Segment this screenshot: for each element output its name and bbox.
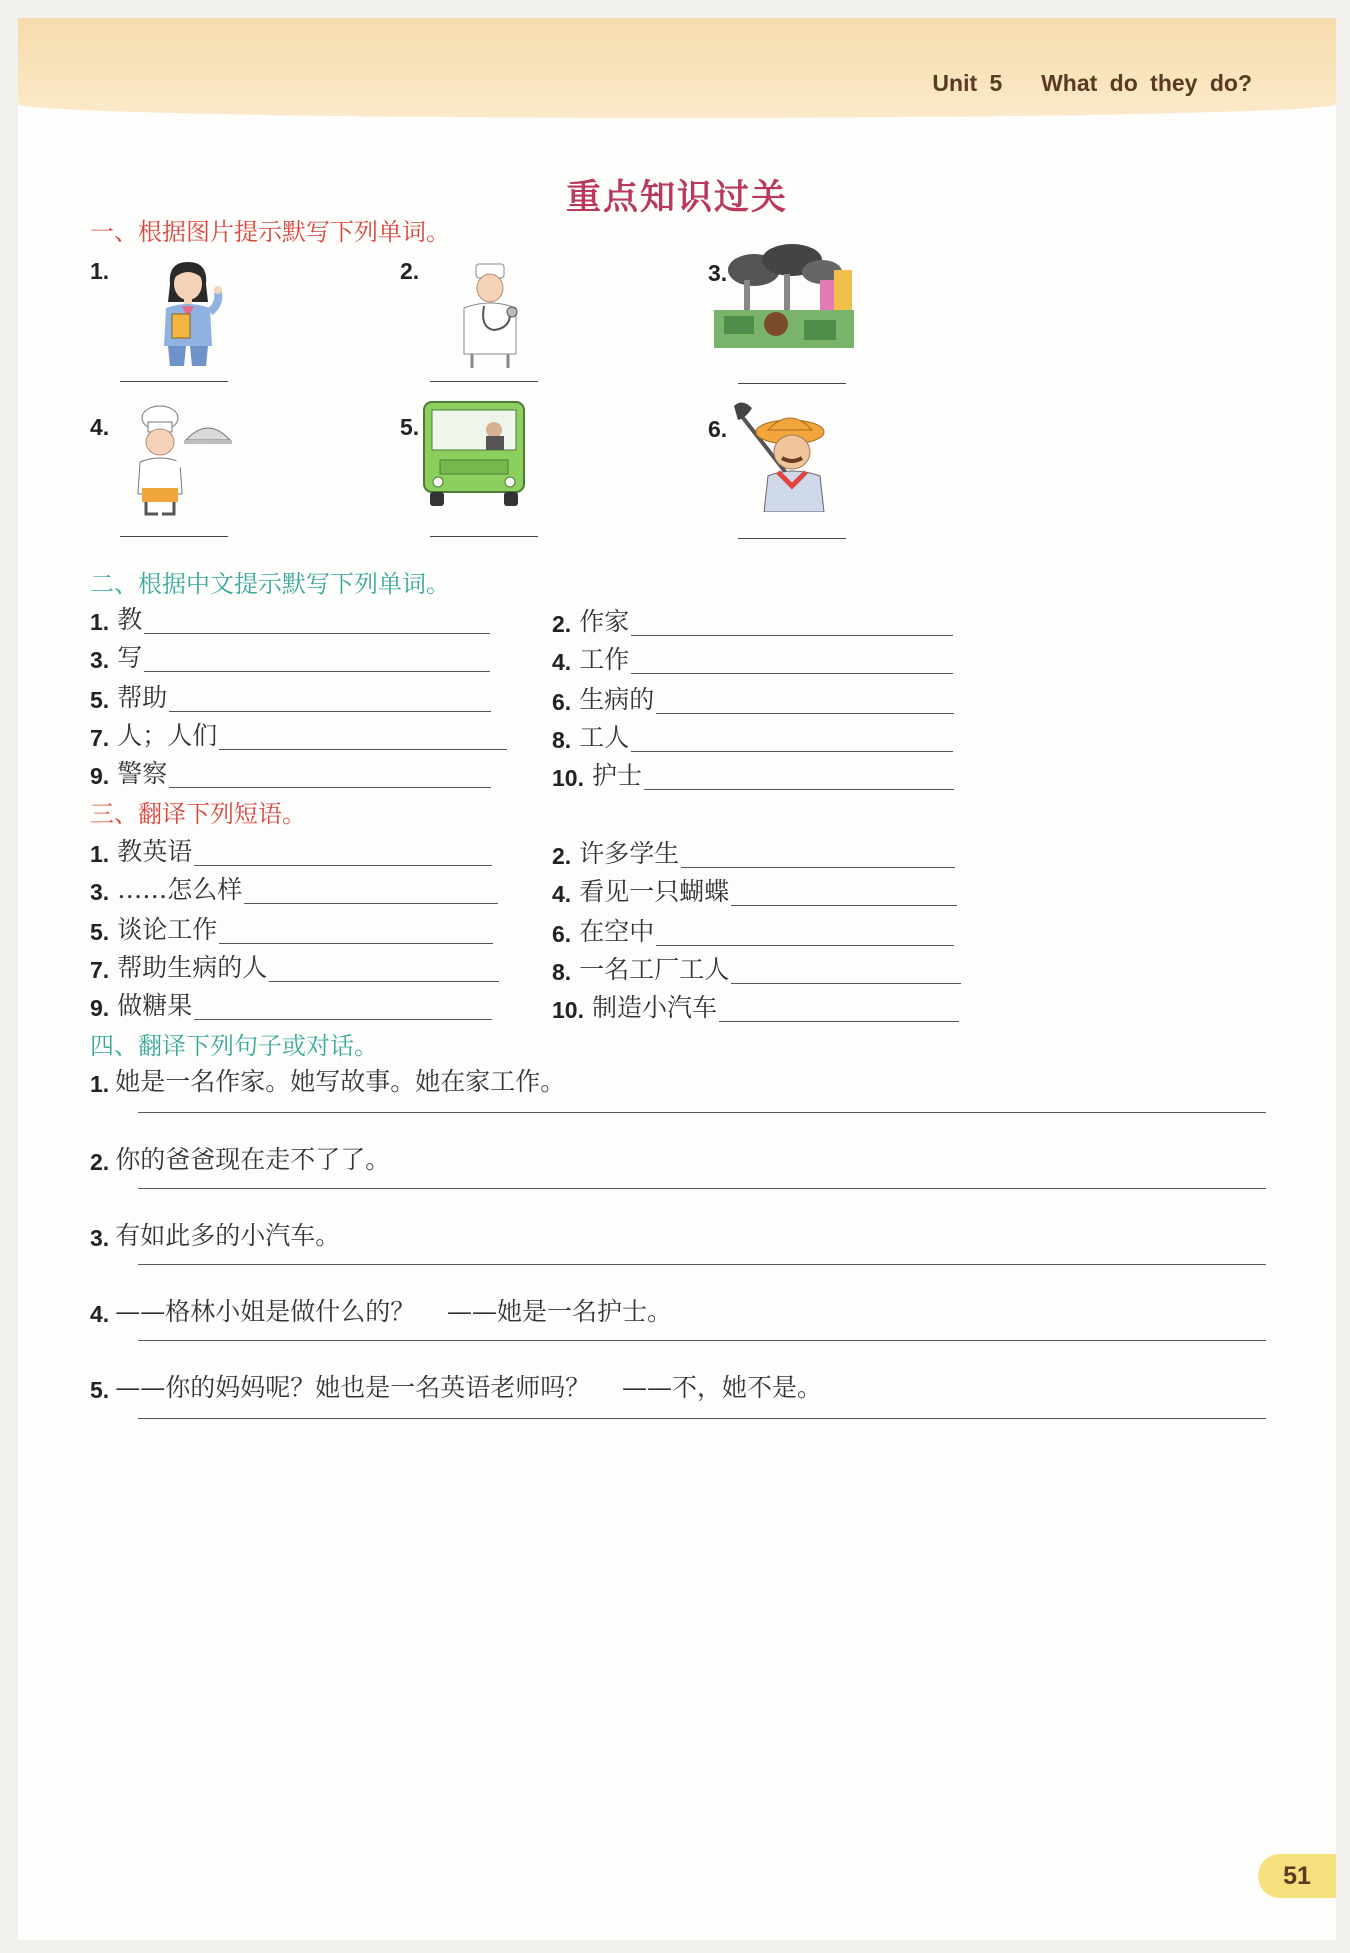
answer-blank[interactable] [719, 1021, 959, 1022]
s2-item-5[interactable]: 5. 帮助 [90, 678, 491, 714]
s4-item-3: 3. 有如此多的小汽车。 [90, 1221, 341, 1251]
s3-item-9[interactable]: 9. 做糖果 [90, 986, 492, 1022]
answer-blank[interactable] [731, 905, 957, 906]
answer-blank[interactable] [169, 787, 491, 788]
pic-item-5-number: 5. [400, 414, 420, 440]
s3-item-10[interactable]: 10. 制造小汽车 [552, 988, 959, 1024]
s2-item-7[interactable]: 7. 人；人们 [90, 716, 507, 752]
answer-blank[interactable] [656, 945, 954, 946]
teacher-icon [148, 258, 228, 370]
s2-item-9[interactable]: 9. 警察 [90, 754, 491, 790]
answer-blank[interactable] [631, 751, 953, 752]
pic-item-2-number: 2. [400, 258, 420, 284]
s3-item-4[interactable]: 4. 看见一只蝴蝶 [552, 872, 957, 908]
pic-item-1-number: 1. [90, 258, 110, 284]
answer-blank[interactable] [144, 671, 490, 672]
s3-item-7[interactable]: 7. 帮助生病的人 [90, 948, 499, 984]
answer-blank[interactable] [169, 711, 491, 712]
s3-item-8[interactable]: 8. 一名工厂工人 [552, 950, 961, 986]
answer-blank[interactable] [194, 1019, 492, 1020]
pic-item-6-number: 6. [708, 416, 728, 442]
s3-item-3[interactable]: 3. ……怎么样 [90, 870, 498, 906]
s2-item-8[interactable]: 8. 工人 [552, 718, 953, 754]
section2-heading: 二、根据中文提示默写下列单词。 [90, 570, 450, 598]
worksheet-page [18, 18, 1336, 1940]
section3-heading: 三、翻译下列短语。 [90, 800, 306, 828]
pic-item-4-number: 4. [90, 414, 110, 440]
s2-item-2[interactable]: 2. 作家 [552, 602, 953, 638]
s3-item-5[interactable]: 5. 谈论工作 [90, 910, 493, 946]
s4-answer-line-3[interactable] [138, 1264, 1266, 1265]
unit-header [932, 70, 1252, 97]
pic-answer-line-3[interactable] [738, 383, 846, 384]
answer-blank[interactable] [631, 673, 953, 674]
section4-heading: 四、翻译下列句子或对话。 [90, 1032, 378, 1060]
unit-title-text: What do they do? [1041, 70, 1252, 96]
page-number: 51 [1258, 1854, 1336, 1898]
s4-item-2: 2. 你的爸爸现在走不了了。 [90, 1145, 391, 1175]
answer-blank[interactable] [731, 983, 961, 984]
s4-answer-line-1[interactable] [138, 1112, 1266, 1113]
doctor-icon [450, 258, 530, 370]
cook-icon [128, 402, 232, 518]
s4-answer-line-2[interactable] [138, 1188, 1266, 1189]
factory-icon [714, 240, 854, 348]
s4-answer-line-5[interactable] [138, 1418, 1266, 1419]
s4-item-4: 4. ——格林小姐是做什么的？ ——她是一名护士。 [90, 1297, 672, 1327]
farmer-icon [734, 400, 834, 512]
s3-item-1[interactable]: 1. 教英语 [90, 832, 492, 868]
s4-answer-line-4[interactable] [138, 1340, 1266, 1341]
section1-heading: 一、根据图片提示默写下列单词。 [90, 218, 450, 246]
page-title: 重点知识过关 [565, 178, 788, 218]
pic-answer-line-1[interactable] [120, 381, 228, 382]
pic-answer-line-2[interactable] [430, 381, 538, 382]
header-band [18, 18, 1336, 118]
answer-blank[interactable] [681, 867, 955, 868]
answer-blank[interactable] [269, 981, 499, 982]
answer-blank[interactable] [219, 943, 493, 944]
pic-answer-line-6[interactable] [738, 538, 846, 539]
s2-item-10[interactable]: 10. 护士 [552, 756, 954, 792]
pic-item-3-number: 3. [708, 260, 728, 286]
s2-item-1[interactable]: 1. 教 [90, 600, 490, 636]
answer-blank[interactable] [194, 865, 492, 866]
s4-item-5: 5. ——你的妈妈呢？她也是一名英语老师吗？ ——不，她不是。 [90, 1373, 822, 1403]
s3-item-6[interactable]: 6. 在空中 [552, 912, 954, 948]
answer-blank[interactable] [656, 713, 954, 714]
s3-item-2[interactable]: 2. 许多学生 [552, 834, 955, 870]
answer-blank[interactable] [631, 635, 953, 636]
bus-driver-icon [418, 396, 530, 508]
pic-answer-line-5[interactable] [430, 536, 538, 537]
answer-blank[interactable] [644, 789, 954, 790]
unit-label: Unit 5 [932, 70, 1003, 96]
s2-item-3[interactable]: 3. 写 [90, 638, 490, 674]
s4-item-1: 1. 她是一名作家。她写故事。她在家工作。 [90, 1067, 566, 1097]
answer-blank[interactable] [244, 903, 498, 904]
answer-blank[interactable] [144, 633, 490, 634]
s2-item-4[interactable]: 4. 工作 [552, 640, 953, 676]
s2-item-6[interactable]: 6. 生病的 [552, 680, 954, 716]
pic-answer-line-4[interactable] [120, 536, 228, 537]
answer-blank[interactable] [219, 749, 507, 750]
